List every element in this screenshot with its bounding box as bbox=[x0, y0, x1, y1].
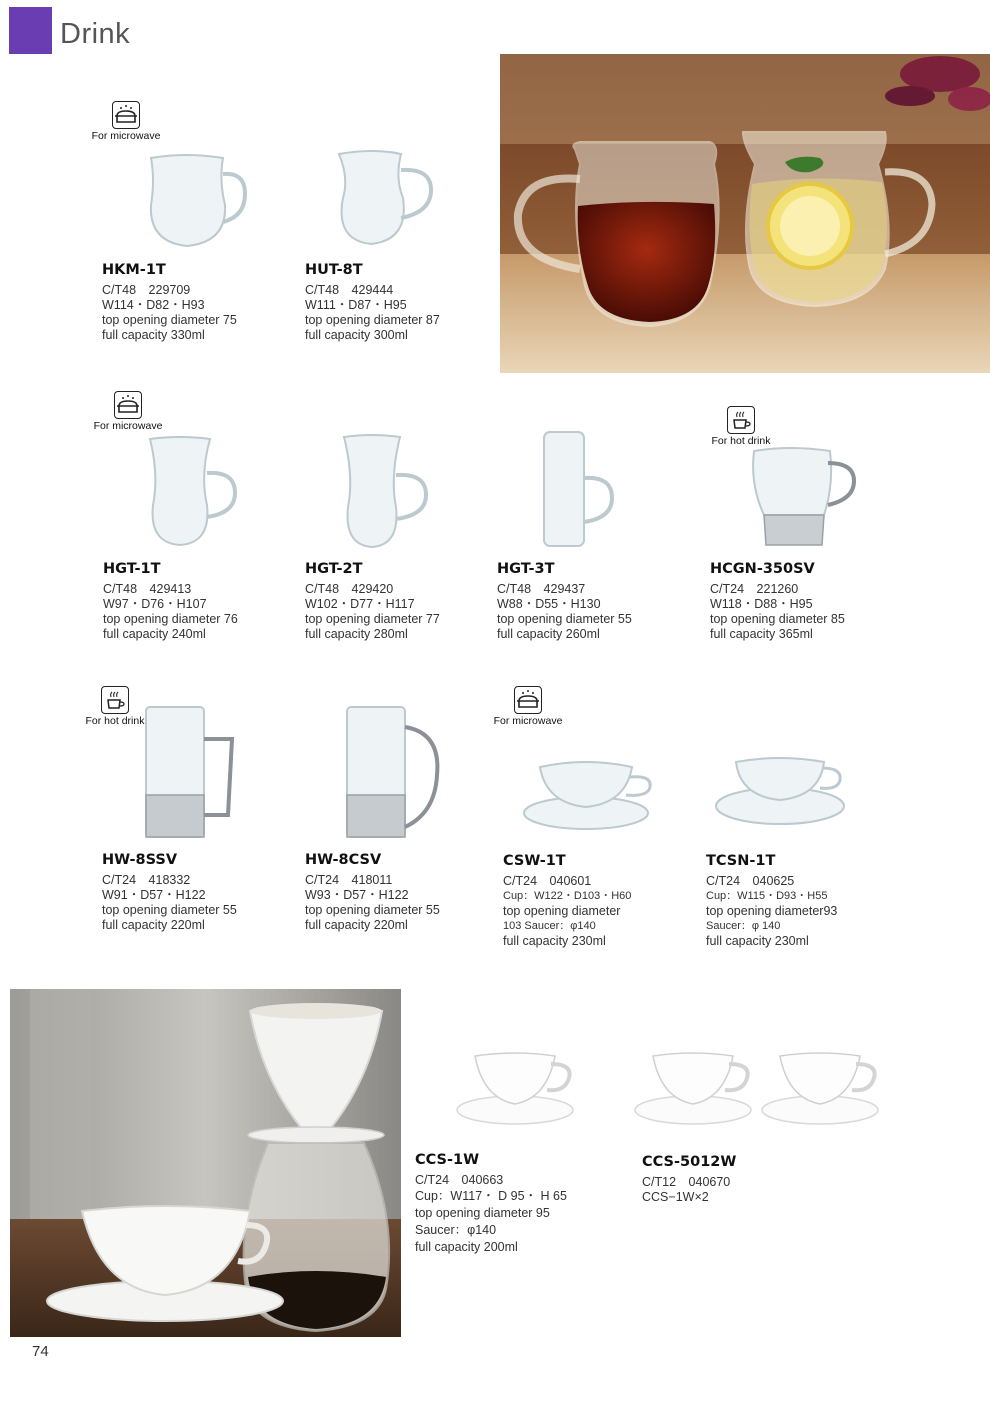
product-name: HUT-8T bbox=[305, 262, 363, 278]
product-capacity: full capacity 220ml bbox=[102, 918, 205, 932]
microwave-icon bbox=[514, 686, 542, 714]
product-saucer: Saucer：φ 140 bbox=[706, 920, 781, 932]
product-capacity: full capacity 240ml bbox=[103, 627, 206, 641]
product-name: HGT-1T bbox=[103, 561, 161, 577]
badge-label: For microwave bbox=[93, 420, 163, 432]
product-dimensions: Cup：W117・ D 95・ H 65 bbox=[415, 1189, 567, 1203]
product-opening: top opening diameter 85 bbox=[710, 612, 845, 626]
hw-8csv-glass-image bbox=[343, 703, 443, 843]
product-hcgn-350sv bbox=[710, 561, 910, 642]
page-title: Drink bbox=[60, 18, 131, 50]
product-hkm-1t bbox=[102, 262, 302, 343]
microwave-icon bbox=[114, 391, 142, 419]
product-code: C/T48 229709 bbox=[102, 283, 191, 297]
product-opening: top opening diameter 77 bbox=[305, 612, 440, 626]
product-capacity: full capacity 330ml bbox=[102, 328, 205, 342]
product-opening: top opening diameter 95 bbox=[415, 1206, 550, 1220]
product-code: C/T48 429444 bbox=[305, 283, 394, 297]
product-capacity: full capacity 365ml bbox=[710, 627, 813, 641]
badge-label: For microwave bbox=[493, 715, 563, 727]
product-opening: top opening diameter 55 bbox=[497, 612, 632, 626]
product-capacity: full capacity 300ml bbox=[305, 328, 408, 342]
product-ccs-1w bbox=[415, 1152, 615, 1256]
hgt-2t-glass-image bbox=[340, 433, 430, 551]
product-capacity: full capacity 200ml bbox=[415, 1240, 518, 1254]
product-hw-8csv bbox=[305, 852, 505, 933]
product-opening: top opening diameter 87 bbox=[305, 313, 440, 327]
product-name: TCSN-1T bbox=[706, 853, 776, 869]
page-number: 74 bbox=[32, 1343, 49, 1360]
product-tcsn-1t bbox=[706, 853, 906, 949]
product-dimensions: W88・D55・H130 bbox=[497, 597, 601, 611]
hut-8t-mug-image bbox=[335, 148, 435, 248]
product-dimensions: W118・D88・H95 bbox=[710, 597, 813, 611]
product-dimensions: W93・D57・H122 bbox=[305, 888, 409, 902]
product-name: HGT-3T bbox=[497, 561, 555, 577]
hcgn-350sv-cup-image bbox=[750, 445, 860, 553]
product-name: CSW-1T bbox=[503, 853, 566, 869]
header-accent-box bbox=[9, 7, 52, 54]
tcsn-1t-cup-saucer-image bbox=[712, 752, 852, 830]
hgt-3t-glass-image bbox=[540, 428, 618, 550]
product-dimensions: W97・D76・H107 bbox=[103, 597, 207, 611]
badge-label: For hot drink bbox=[711, 435, 771, 447]
ccs-5012w-cup-saucer-image-2 bbox=[760, 1050, 885, 1132]
product-hgt-1t bbox=[103, 561, 303, 642]
product-code: C/T24 040663 bbox=[415, 1173, 504, 1187]
product-saucer: Saucer：φ140 bbox=[415, 1223, 497, 1237]
product-capacity: full capacity 230ml bbox=[503, 934, 606, 948]
product-code: C/T48 429413 bbox=[103, 582, 192, 596]
hot-drink-badge-hw8ssv bbox=[82, 686, 148, 727]
hot-drink-icon bbox=[727, 406, 755, 434]
badge-label: For hot drink bbox=[85, 715, 145, 727]
ccs-5012w-cup-saucer-image-1 bbox=[633, 1050, 758, 1132]
product-name: CCS-1W bbox=[415, 1152, 480, 1168]
product-opening: top opening diameter 55 bbox=[305, 903, 440, 917]
product-dimensions: W111・D87・H95 bbox=[305, 298, 407, 312]
csw-1t-cup-saucer-image bbox=[522, 755, 657, 835]
product-saucer: 103 Saucer：φ140 bbox=[503, 920, 596, 932]
product-set-contents: CCS−1W×2 bbox=[642, 1190, 709, 1204]
product-name: CCS-5012W bbox=[642, 1154, 737, 1170]
badge-label: For microwave bbox=[91, 130, 161, 142]
product-name: HKM-1T bbox=[102, 262, 166, 278]
ccs-1w-cup-saucer-image bbox=[455, 1050, 580, 1132]
hgt-1t-glass-image bbox=[145, 435, 240, 550]
hw-8ssv-glass-image bbox=[140, 703, 240, 843]
product-name: HGT-2T bbox=[305, 561, 363, 577]
product-dimensions: W91・D57・H122 bbox=[102, 888, 206, 902]
product-name: HCGN-350SV bbox=[710, 561, 815, 577]
microwave-icon bbox=[112, 101, 140, 129]
product-ccs-5012w bbox=[642, 1154, 842, 1205]
product-hut-8t bbox=[305, 262, 505, 343]
hkm-1t-mug-image bbox=[145, 150, 250, 252]
product-csw-1t bbox=[503, 853, 703, 949]
microwave-badge-csw bbox=[490, 686, 566, 727]
hot-drink-icon bbox=[101, 686, 129, 714]
product-hgt-2t bbox=[305, 561, 505, 642]
product-capacity: full capacity 260ml bbox=[497, 627, 600, 641]
product-capacity: full capacity 280ml bbox=[305, 627, 408, 641]
product-code: C/T24 418011 bbox=[305, 873, 393, 887]
product-code: C/T12 040670 bbox=[642, 1175, 731, 1189]
product-opening: top opening diameter93 bbox=[706, 904, 838, 918]
product-opening: top opening diameter bbox=[503, 904, 621, 918]
product-capacity: full capacity 220ml bbox=[305, 918, 408, 932]
product-capacity: full capacity 230ml bbox=[706, 934, 809, 948]
product-dimensions: W102・D77・H117 bbox=[305, 597, 415, 611]
microwave-badge-hkm bbox=[88, 101, 164, 142]
product-name: HW-8SSV bbox=[102, 852, 178, 868]
product-opening: top opening diameter 75 bbox=[102, 313, 237, 327]
coffee-pour-over-photo bbox=[10, 989, 401, 1337]
tea-mugs-photo bbox=[500, 54, 990, 373]
product-code: C/T48 429437 bbox=[497, 582, 586, 596]
product-opening: top opening diameter 76 bbox=[103, 612, 238, 626]
microwave-badge-hgt bbox=[90, 391, 166, 432]
product-code: C/T24 040601 bbox=[503, 874, 592, 888]
product-hgt-3t bbox=[497, 561, 697, 642]
product-opening: top opening diameter 55 bbox=[102, 903, 237, 917]
product-code: C/T24 418332 bbox=[102, 873, 191, 887]
product-hw-8ssv bbox=[102, 852, 302, 933]
product-code: C/T48 429420 bbox=[305, 582, 394, 596]
hot-drink-badge-hcgn bbox=[708, 406, 774, 447]
product-code: C/T24 221260 bbox=[710, 582, 799, 596]
product-dimensions: Cup：W122・D103・H60 bbox=[503, 890, 632, 902]
product-code: C/T24 040625 bbox=[706, 874, 795, 888]
product-dimensions: W114・D82・H93 bbox=[102, 298, 205, 312]
product-name: HW-8CSV bbox=[305, 852, 382, 868]
product-dimensions: Cup：W115・D93・H55 bbox=[706, 890, 828, 902]
